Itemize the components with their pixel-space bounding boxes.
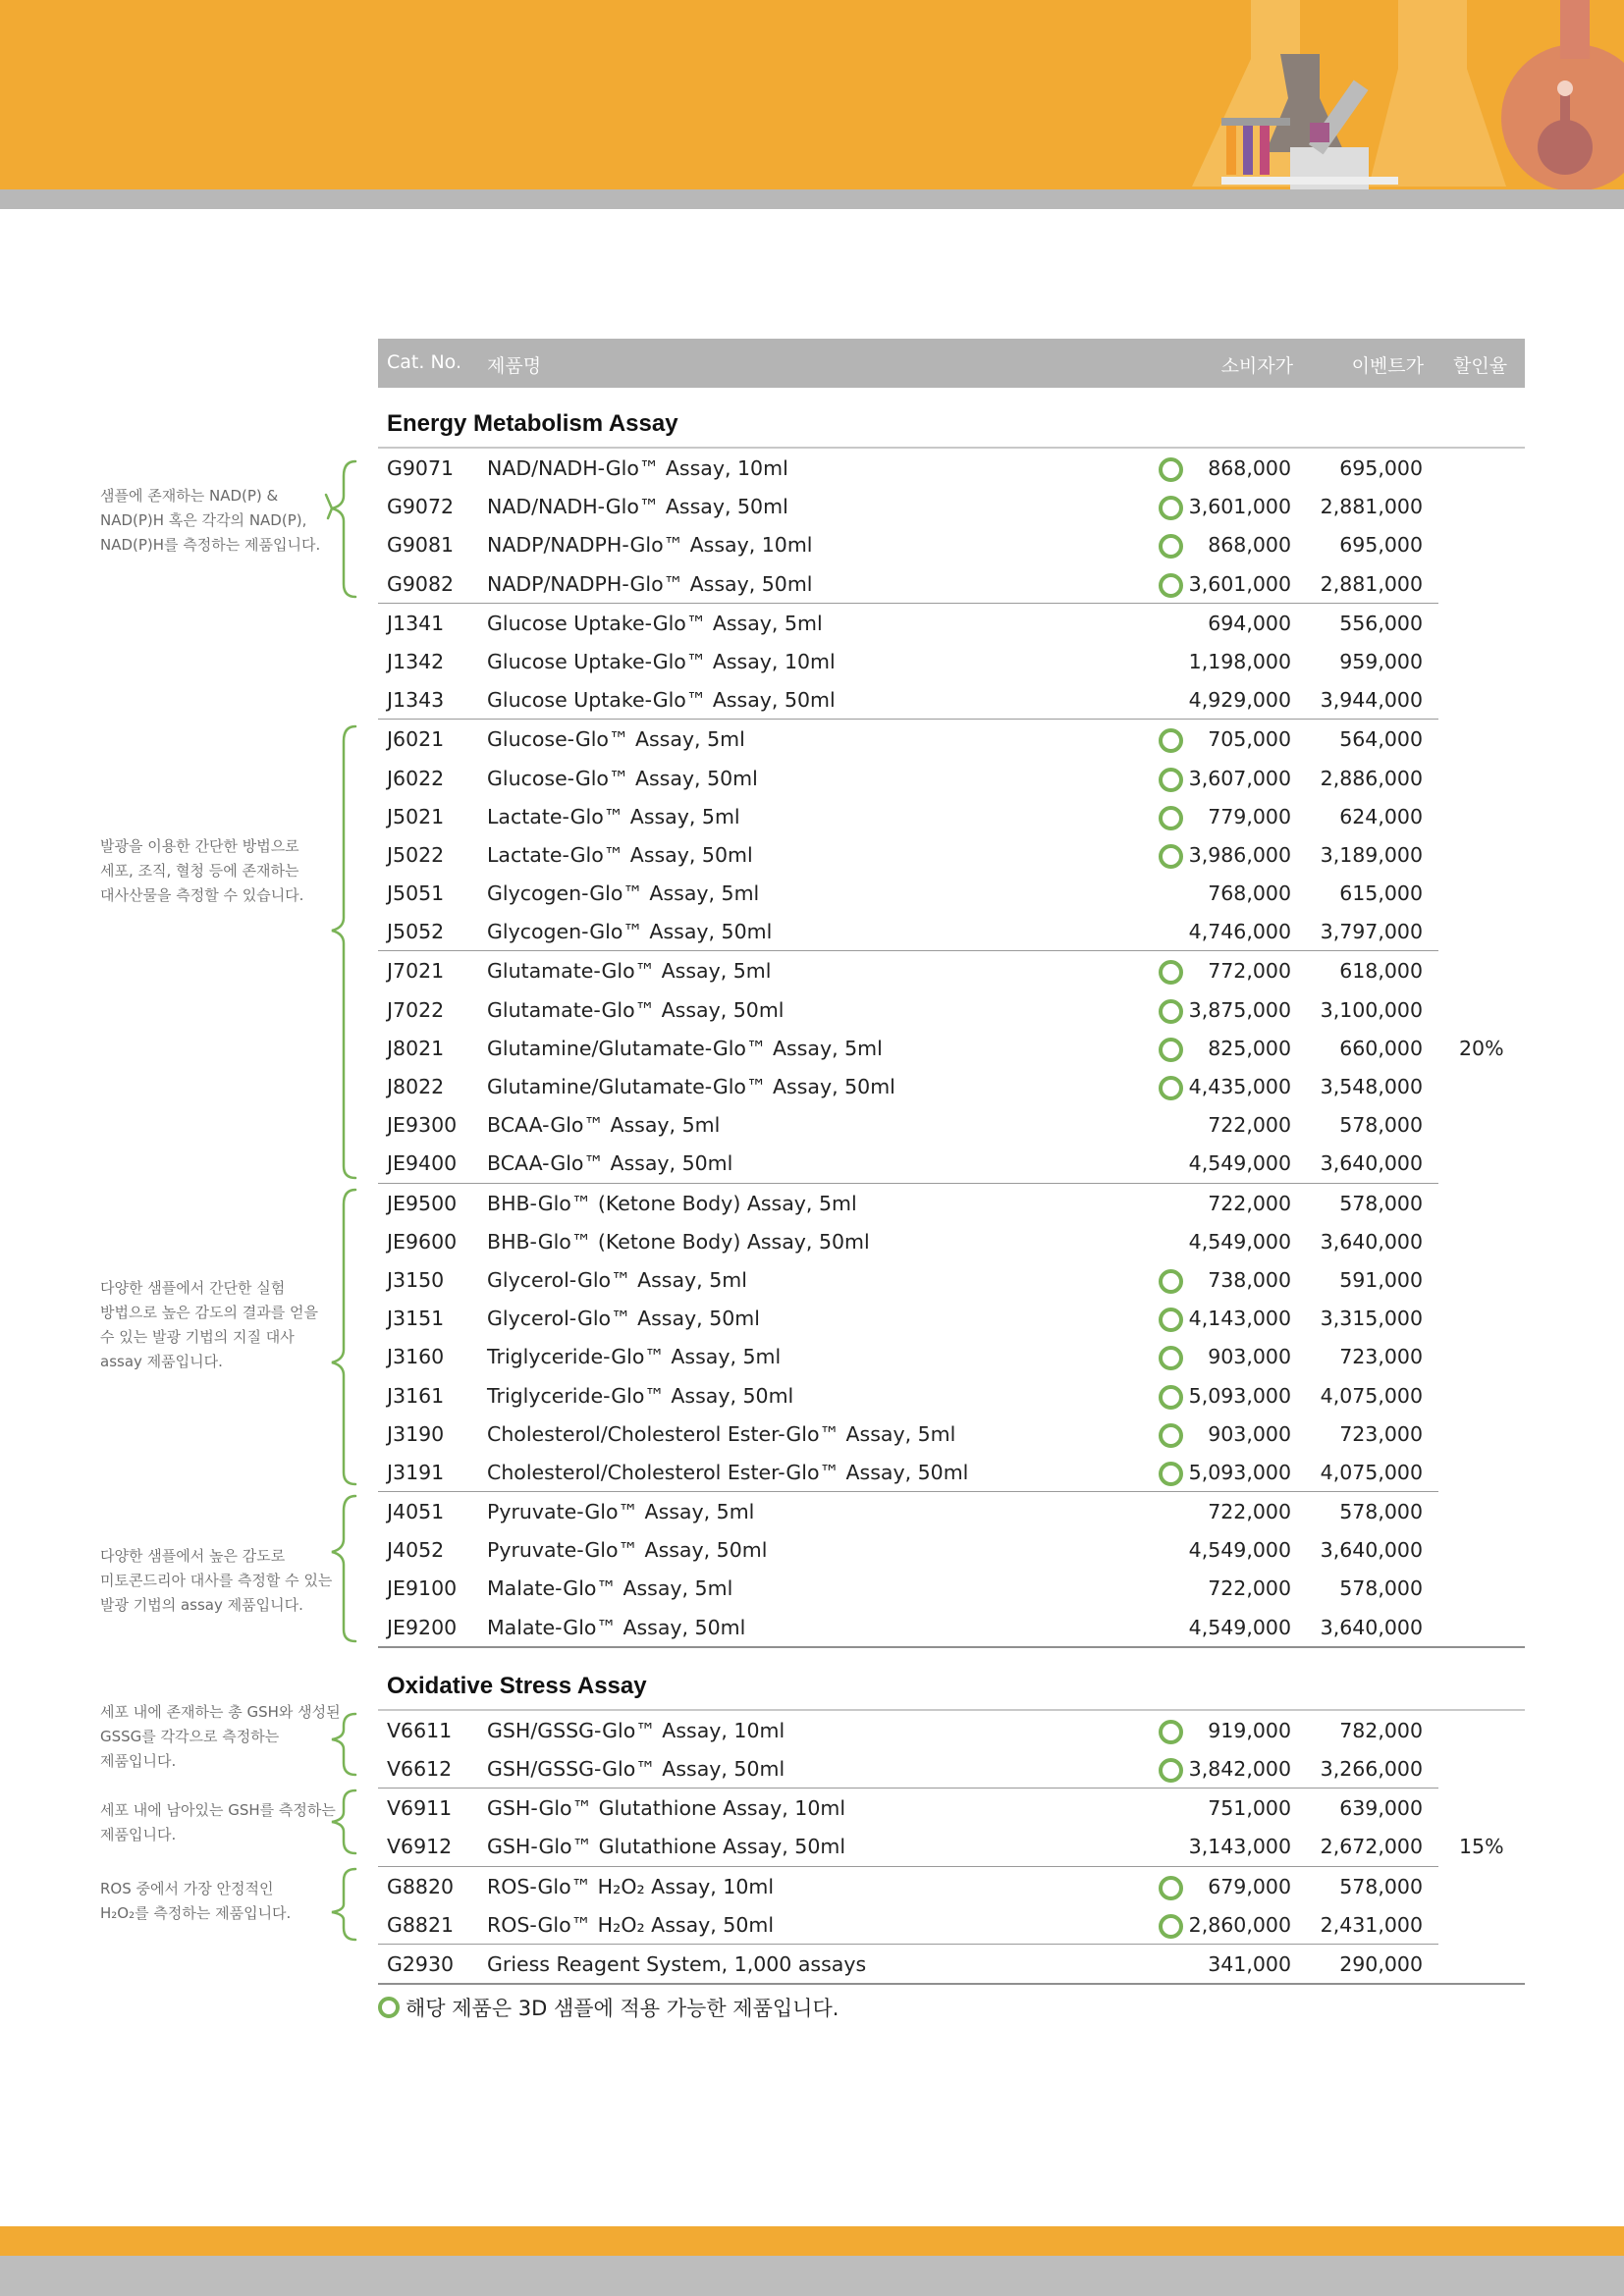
event-price-cell: 3,640,000: [1320, 1615, 1423, 1639]
table-row: [378, 1569, 1525, 1607]
consumer-price-cell: 4,549,000: [1188, 1538, 1291, 1563]
consumer-price-cell: 868,000: [1208, 456, 1291, 480]
col-product-name: 제품명: [487, 355, 542, 377]
product-name-cell: Glutamate-Glo™ Assay, 50ml: [487, 997, 785, 1022]
cat-no-cell: J3151: [387, 1307, 445, 1331]
cat-no-cell: J6022: [387, 766, 445, 790]
event-price-cell: 3,797,000: [1320, 920, 1423, 944]
cat-no-cell: G9071: [387, 456, 455, 480]
table-row: [378, 759, 1525, 797]
cat-no-cell: JE9200: [387, 1615, 458, 1639]
product-name-cell: Glutamine/Glutamate-Glo™ Assay, 50ml: [487, 1075, 895, 1098]
product-name-cell: BCAA-Glo™ Assay, 5ml: [487, 1113, 721, 1138]
product-name-cell: BCAA-Glo™ Assay, 50ml: [487, 1151, 733, 1176]
product-name-cell: NADP/NADPH-Glo™ Assay, 10ml: [487, 533, 813, 558]
cat-no-cell: J7022: [387, 997, 445, 1022]
3d-sample-mark-icon: [1159, 999, 1183, 1024]
event-price-cell: 3,548,000: [1320, 1075, 1423, 1098]
table-row: [378, 1415, 1525, 1453]
consumer-price-cell: 5,093,000: [1188, 1460, 1291, 1484]
col-event-price: 이벤트가: [1351, 355, 1424, 377]
product-name-cell: GSH/GSSG-Glo™ Assay, 50ml: [487, 1757, 785, 1781]
event-price-cell: 660,000: [1339, 1036, 1423, 1060]
event-price-cell: 2,886,000: [1320, 766, 1423, 790]
section-end-rule: [378, 1983, 1525, 1985]
consumer-price-cell: 2,860,000: [1188, 1912, 1291, 1937]
product-name-cell: Glucose Uptake-Glo™ Assay, 10ml: [487, 649, 836, 673]
note-gssg: 세포 내에 존재하는 총 GSH와 생성된 GSSG를 각각으로 측정하는 제품입니다.: [100, 1703, 341, 1770]
3d-sample-mark-icon: [1159, 1076, 1183, 1100]
table-row: [378, 1105, 1525, 1144]
product-name-cell: Glycerol-Glo™ Assay, 5ml: [487, 1267, 747, 1292]
cat-no-cell: J3161: [387, 1383, 445, 1408]
cat-no-cell: J3191: [387, 1460, 445, 1484]
cat-no-cell: G9082: [387, 571, 455, 596]
table-row: [378, 1067, 1525, 1105]
table-row: [378, 1184, 1525, 1222]
event-price-cell: 3,100,000: [1320, 997, 1423, 1022]
table-header: [378, 339, 1525, 388]
table-row: [378, 1867, 1525, 1905]
cat-no-cell: JE9500: [387, 1191, 458, 1215]
consumer-price-cell: 3,875,000: [1188, 997, 1291, 1022]
event-price-cell: 3,315,000: [1320, 1307, 1423, 1331]
event-price-cell: 639,000: [1339, 1796, 1423, 1821]
consumer-price-cell: 3,607,000: [1188, 766, 1291, 790]
event-price-cell: 2,881,000: [1320, 495, 1423, 519]
3d-sample-mark-icon: [1159, 457, 1183, 482]
footer-stripe-orange: [0, 2226, 1624, 2256]
event-price-cell: 3,189,000: [1320, 842, 1423, 867]
3d-sample-mark-icon: [1159, 1269, 1183, 1294]
event-price-cell: 618,000: [1339, 959, 1423, 984]
product-name-cell: ROS-Glo™ H₂O₂ Assay, 50ml: [487, 1912, 775, 1937]
cat-no-cell: JE9300: [387, 1113, 458, 1138]
event-price-cell: 290,000: [1339, 1951, 1423, 1976]
product-name-cell: NADP/NADPH-Glo™ Assay, 50ml: [487, 571, 813, 596]
3d-sample-mark-icon: [1159, 573, 1183, 598]
table-row: [378, 1222, 1525, 1260]
cat-no-cell: G8821: [387, 1912, 455, 1937]
event-price-cell: 3,944,000: [1320, 688, 1423, 713]
discount-cell: 20%: [1459, 1036, 1504, 1060]
cat-no-cell: J1343: [387, 688, 445, 713]
section-title-oxidative: Oxidative Stress Assay: [387, 1672, 647, 1699]
event-price-cell: 3,266,000: [1320, 1757, 1423, 1781]
table-row: [378, 604, 1525, 642]
product-name-cell: Pyruvate-Glo™ Assay, 50ml: [487, 1538, 768, 1563]
cat-no-cell: JE9100: [387, 1576, 458, 1601]
event-price-cell: 578,000: [1339, 1113, 1423, 1138]
note-mito: 다양한 샘플에서 높은 감도로 미토콘드리아 대사를 측정할 수 있는 발광 기법의 assay 제품입니다.: [100, 1547, 333, 1614]
consumer-price-cell: 751,000: [1208, 1796, 1291, 1821]
event-price-cell: 556,000: [1339, 611, 1423, 635]
cat-no-cell: J3160: [387, 1345, 445, 1369]
consumer-price-cell: 3,601,000: [1188, 495, 1291, 519]
cat-no-cell: J6021: [387, 727, 445, 752]
section-title-energy: Energy Metabolism Assay: [387, 410, 678, 437]
3d-sample-mark-icon: [1159, 1758, 1183, 1783]
table-row: [378, 1827, 1525, 1865]
event-price-cell: 578,000: [1339, 1500, 1423, 1524]
product-name-cell: Glycogen-Glo™ Assay, 50ml: [487, 920, 773, 944]
footer-stripe-gray: [0, 2256, 1624, 2296]
note-nad: 샘플에 존재하는 NAD(P) & NAD(P)H 혹은 각각의 NAD(P), NAD(P)H를 측정하는 제품입니다.: [100, 487, 321, 554]
table-row: [378, 720, 1525, 758]
product-name-cell: Lactate-Glo™ Assay, 5ml: [487, 804, 740, 828]
cat-no-cell: J8021: [387, 1036, 445, 1060]
consumer-price-cell: 903,000: [1208, 1345, 1291, 1369]
consumer-price-cell: 4,929,000: [1188, 688, 1291, 713]
table-row: [378, 797, 1525, 835]
energy-rows: [378, 449, 1525, 1648]
3d-sample-mark-icon: [378, 1997, 400, 2018]
product-name-cell: Glutamate-Glo™ Assay, 5ml: [487, 959, 772, 984]
cat-no-cell: J7021: [387, 959, 445, 984]
consumer-price-cell: 4,143,000: [1188, 1307, 1291, 1331]
consumer-price-cell: 3,986,000: [1188, 842, 1291, 867]
consumer-price-cell: 825,000: [1208, 1036, 1291, 1060]
consumer-price-cell: 868,000: [1208, 533, 1291, 558]
consumer-price-cell: 4,549,000: [1188, 1151, 1291, 1176]
event-price-cell: 3,640,000: [1320, 1229, 1423, 1254]
cat-no-cell: G9081: [387, 533, 455, 558]
consumer-price-cell: 1,198,000: [1188, 649, 1291, 673]
legend: [378, 1993, 839, 2022]
table-row: [378, 1144, 1525, 1182]
event-price-cell: 578,000: [1339, 1874, 1423, 1898]
event-price-cell: 564,000: [1339, 727, 1423, 752]
cat-no-cell: J5051: [387, 881, 445, 906]
product-name-cell: Glucose-Glo™ Assay, 5ml: [487, 727, 745, 752]
table-row: [378, 1789, 1525, 1827]
table-row: [378, 525, 1525, 563]
product-name-cell: ROS-Glo™ H₂O₂ Assay, 10ml: [487, 1874, 775, 1898]
event-price-cell: 695,000: [1339, 533, 1423, 558]
event-price-cell: 782,000: [1339, 1718, 1423, 1742]
table-row: [378, 951, 1525, 989]
cat-no-cell: J5022: [387, 842, 445, 867]
table-row: [378, 1749, 1525, 1788]
consumer-price-cell: 722,000: [1208, 1500, 1291, 1524]
price-table: [378, 339, 1525, 1985]
table-row: [378, 449, 1525, 487]
event-price-cell: 2,881,000: [1320, 571, 1423, 596]
brace-brackets: [314, 0, 373, 2296]
product-name-cell: Glucose Uptake-Glo™ Assay, 5ml: [487, 611, 823, 635]
consumer-price-cell: 919,000: [1208, 1718, 1291, 1742]
3d-sample-mark-icon: [1159, 1423, 1183, 1448]
product-name-cell: BHB-Glo™ (Ketone Body) Assay, 50ml: [487, 1229, 870, 1254]
consumer-price-cell: 722,000: [1208, 1576, 1291, 1601]
table-row: [378, 1492, 1525, 1530]
event-price-cell: 695,000: [1339, 456, 1423, 480]
event-price-cell: 3,640,000: [1320, 1538, 1423, 1563]
3d-sample-mark-icon: [1159, 1914, 1183, 1939]
3d-sample-mark-icon: [1159, 496, 1183, 520]
event-price-cell: 4,075,000: [1320, 1383, 1423, 1408]
cat-no-cell: J1341: [387, 611, 445, 635]
cat-no-cell: J5052: [387, 920, 445, 944]
product-name-cell: Triglyceride-Glo™ Assay, 5ml: [487, 1345, 782, 1369]
product-name-cell: BHB-Glo™ (Ketone Body) Assay, 5ml: [487, 1191, 857, 1215]
cat-no-cell: J4052: [387, 1538, 445, 1563]
cat-no-cell: G9072: [387, 495, 455, 519]
3d-sample-mark-icon: [1159, 806, 1183, 830]
note-gsh: 세포 내에 남아있는 GSH를 측정하는 제품입니다.: [100, 1801, 336, 1843]
cat-no-cell: V6611: [387, 1718, 453, 1742]
3d-sample-mark-icon: [1159, 534, 1183, 559]
cat-no-cell: J3190: [387, 1421, 445, 1446]
table-row: [378, 642, 1525, 680]
table-row: [378, 1905, 1525, 1944]
table-row: [378, 1453, 1525, 1491]
table-row: [378, 1945, 1525, 1983]
product-name-cell: NAD/NADH-Glo™ Assay, 50ml: [487, 495, 788, 519]
event-price-cell: 578,000: [1339, 1191, 1423, 1215]
consumer-price-cell: 722,000: [1208, 1191, 1291, 1215]
consumer-price-cell: 4,549,000: [1188, 1229, 1291, 1254]
consumer-price-cell: 4,746,000: [1188, 920, 1291, 944]
cat-no-cell: JE9400: [387, 1151, 458, 1176]
table-row: [378, 487, 1525, 525]
3d-sample-mark-icon: [1159, 1720, 1183, 1744]
3d-sample-mark-icon: [1159, 728, 1183, 753]
3d-sample-mark-icon: [1159, 1308, 1183, 1332]
event-price-cell: 723,000: [1339, 1345, 1423, 1369]
product-name-cell: Malate-Glo™ Assay, 50ml: [487, 1615, 746, 1639]
table-row: [378, 564, 1525, 603]
consumer-price-cell: 341,000: [1208, 1951, 1291, 1976]
product-name-cell: Pyruvate-Glo™ Assay, 5ml: [487, 1500, 755, 1524]
table-row: [378, 1608, 1525, 1646]
table-row: [378, 1299, 1525, 1337]
event-price-cell: 3,640,000: [1320, 1151, 1423, 1176]
3d-sample-mark-icon: [1159, 960, 1183, 985]
product-name-cell: Glycerol-Glo™ Assay, 50ml: [487, 1307, 760, 1331]
table-row: [378, 1260, 1525, 1299]
cat-no-cell: J4051: [387, 1500, 445, 1524]
event-price-cell: 2,431,000: [1320, 1912, 1423, 1937]
product-name-cell: NAD/NADH-Glo™ Assay, 10ml: [487, 456, 788, 480]
banner-stripe: [0, 189, 1624, 209]
cat-no-cell: J8022: [387, 1075, 445, 1098]
note-lipid: 다양한 샘플에서 간단한 실험 방법으로 높은 감도의 결과를 얻을 수 있는 발광 기법의 지질 대사 assay 제품입니다.: [100, 1279, 318, 1370]
3d-sample-mark-icon: [1159, 1346, 1183, 1370]
product-name-cell: Glycogen-Glo™ Assay, 5ml: [487, 881, 760, 906]
cat-no-cell: V6912: [387, 1835, 453, 1859]
product-name-cell: Lactate-Glo™ Assay, 50ml: [487, 842, 753, 867]
3d-sample-mark-icon: [1159, 1038, 1183, 1062]
3d-sample-mark-icon: [1159, 768, 1183, 792]
cat-no-cell: G2930: [387, 1951, 455, 1976]
oxidative-rows: [378, 1711, 1525, 1985]
consumer-price-cell: 768,000: [1208, 881, 1291, 906]
consumer-price-cell: 3,143,000: [1188, 1835, 1291, 1859]
note-ros: ROS 중에서 가장 안정적인 H₂O₂를 측정하는 제품입니다.: [100, 1880, 292, 1922]
consumer-price-cell: 4,435,000: [1188, 1075, 1291, 1098]
table-row: [378, 1530, 1525, 1569]
table-row: [378, 1337, 1525, 1375]
product-name-cell: Glucose-Glo™ Assay, 50ml: [487, 766, 758, 790]
table-row: [378, 1711, 1525, 1749]
product-name-cell: GSH-Glo™ Glutathione Assay, 10ml: [487, 1796, 846, 1821]
col-consumer-price: 소비자가: [1220, 355, 1293, 377]
consumer-price-cell: 705,000: [1208, 727, 1291, 752]
product-name-cell: Glutamine/Glutamate-Glo™ Assay, 5ml: [487, 1036, 883, 1060]
table-row: [378, 874, 1525, 912]
table-row: [378, 1376, 1525, 1415]
consumer-price-cell: 4,549,000: [1188, 1615, 1291, 1639]
3d-sample-mark-icon: [1159, 1462, 1183, 1486]
cat-no-cell: G8820: [387, 1874, 455, 1898]
note-glow: 발광을 이용한 간단한 방법으로 세포, 조직, 혈청 등에 존재하는 대사산물을 측정할 수 있습니다.: [100, 837, 304, 904]
3d-sample-mark-icon: [1159, 844, 1183, 869]
cat-no-cell: V6911: [387, 1796, 453, 1821]
legend-text: 해당 제품은 3D 샘플에 적용 가능한 제품입니다.: [406, 1997, 839, 2020]
col-cat-no: Cat. No.: [387, 351, 461, 373]
cat-no-cell: J5021: [387, 804, 445, 828]
table-row: [378, 912, 1525, 950]
cat-no-cell: J3150: [387, 1267, 445, 1292]
consumer-price-cell: 722,000: [1208, 1113, 1291, 1138]
product-name-cell: Malate-Glo™ Assay, 5ml: [487, 1576, 733, 1601]
table-row: [378, 990, 1525, 1029]
consumer-price-cell: 779,000: [1208, 804, 1291, 828]
event-price-cell: 4,075,000: [1320, 1460, 1423, 1484]
product-name-cell: GSH-Glo™ Glutathione Assay, 50ml: [487, 1835, 846, 1859]
table-row: [378, 680, 1525, 719]
consumer-price-cell: 5,093,000: [1188, 1383, 1291, 1408]
event-price-cell: 723,000: [1339, 1421, 1423, 1446]
cat-no-cell: V6612: [387, 1757, 453, 1781]
event-price-cell: 2,672,000: [1320, 1835, 1423, 1859]
event-price-cell: 578,000: [1339, 1576, 1423, 1601]
discount-cell: 15%: [1459, 1835, 1504, 1859]
product-name-cell: Griess Reagent System, 1,000 assays: [487, 1951, 867, 1976]
consumer-price-cell: 679,000: [1208, 1874, 1291, 1898]
cat-no-cell: JE9600: [387, 1229, 458, 1254]
product-name-cell: Cholesterol/Cholesterol Ester-Glo™ Assay, 5ml: [487, 1421, 956, 1446]
consumer-price-cell: 3,842,000: [1188, 1757, 1291, 1781]
lab-illustration: [1172, 0, 1624, 196]
consumer-price-cell: 903,000: [1208, 1421, 1291, 1446]
table-row: [378, 835, 1525, 874]
consumer-price-cell: 772,000: [1208, 959, 1291, 984]
col-discount: 할인율: [1453, 355, 1508, 377]
event-price-cell: 591,000: [1339, 1267, 1423, 1292]
table-row: [378, 1029, 1525, 1067]
consumer-price-cell: 738,000: [1208, 1267, 1291, 1292]
event-price-cell: 959,000: [1339, 649, 1423, 673]
product-name-cell: Glucose Uptake-Glo™ Assay, 50ml: [487, 688, 836, 713]
product-name-cell: Cholesterol/Cholesterol Ester-Glo™ Assay, 50ml: [487, 1460, 969, 1484]
cat-no-cell: J1342: [387, 649, 445, 673]
event-price-cell: 624,000: [1339, 804, 1423, 828]
product-name-cell: Triglyceride-Glo™ Assay, 50ml: [487, 1383, 794, 1408]
product-name-cell: GSH/GSSG-Glo™ Assay, 10ml: [487, 1718, 785, 1742]
event-price-cell: 615,000: [1339, 881, 1423, 906]
consumer-price-cell: 3,601,000: [1188, 571, 1291, 596]
consumer-price-cell: 694,000: [1208, 611, 1291, 635]
3d-sample-mark-icon: [1159, 1385, 1183, 1410]
3d-sample-mark-icon: [1159, 1876, 1183, 1900]
